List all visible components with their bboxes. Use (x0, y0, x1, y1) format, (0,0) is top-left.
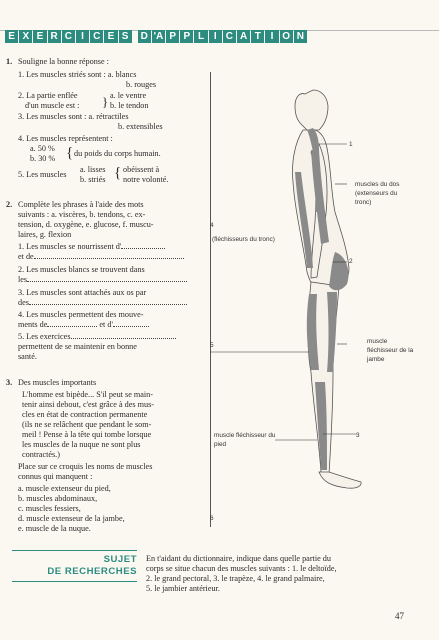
sujet-text: 2. le grand pectoral, 3. le trapèze, 4. le grand palmaire, (146, 574, 325, 583)
ex2-line4: laires, g. flexion (18, 230, 72, 239)
label-leg-flexor: jambe (367, 356, 385, 363)
ex1-item1-b: b. rouges (126, 80, 157, 89)
ex3-para: les muscles de la nuque ne sont plus (22, 440, 141, 449)
ex2-s4-line3: et d' (99, 320, 113, 329)
header-letter: C (90, 30, 103, 43)
ex2-number: 2. (6, 200, 13, 209)
header-letter: I (76, 30, 89, 43)
header-letter: X (19, 30, 32, 43)
figure-number-2: 2 (349, 258, 353, 265)
header-letter: E (104, 30, 117, 43)
ex2-s3-line2: des (18, 298, 29, 307)
ex1-item3-b: b. extensibles (118, 122, 163, 131)
ex2-s2-line2: les (18, 275, 28, 284)
ex3-para: meil ! Pense à la tête qui tombe lorsque (22, 430, 152, 439)
muscle-figure (207, 72, 407, 527)
header-letter: I (265, 30, 278, 43)
header-letter: E (33, 30, 46, 43)
header-letter: I (209, 30, 222, 43)
ex1-item5: 5. Les muscles (18, 170, 67, 179)
sujet-title-line2: DE RECHERCHES (47, 566, 137, 577)
section-header (5, 30, 308, 43)
ex1-item4: 4. Les muscles représentent : (18, 134, 113, 143)
ex3-number: 3. (6, 378, 13, 387)
header-letter: A (237, 30, 250, 43)
ex2-s4-line2: ments de (18, 320, 48, 329)
label-back-muscles: tronc) (355, 199, 372, 206)
label-foot-flexor: pied (214, 441, 227, 448)
header-letter: E (5, 30, 18, 43)
ex2-s3-line1: 3. Les muscles sont attachés aux os par (18, 288, 147, 297)
ex2-s5-line2: permettent de se maintenir en bonne (18, 342, 137, 351)
figure-number-1: 1 (349, 141, 353, 148)
ex2-s5-line3: santé. (18, 352, 37, 361)
header-letter: L (194, 30, 207, 43)
ex1-item2-line1: 2. La partie enflée (18, 91, 78, 100)
figure-number-6: 6 (210, 515, 214, 522)
ex1-item2-a: a. le ventre (110, 91, 147, 100)
ex3-option-e: e. muscle de la nuque. (18, 524, 91, 533)
ex3-option-b: b. muscles abdominaux, (18, 494, 98, 503)
figure-number-3: 3 (356, 432, 360, 439)
sujet-rule-bottom (12, 581, 137, 582)
label-leg-flexor: fléchisseur de la (367, 347, 414, 354)
label-foot-flexor: muscle fléchisseur du (214, 432, 276, 439)
ex2-line3: tension, d. oxygène, e. glucose, f. muscu- (18, 220, 154, 229)
header-letter: P (166, 30, 179, 43)
ex2-s2-line1: 2. Les muscles blancs se trouvent dans (18, 265, 145, 274)
ex1-item4-tail: du poids du corps humain. (74, 149, 161, 158)
header-letter: N (294, 30, 307, 43)
label-back-muscles: (extenseurs du (355, 190, 398, 197)
label-trunk-flexors: (fléchisseurs du tronc) (212, 236, 275, 243)
ex1-item3: 3. Les muscles sont : a. rétractiles (18, 112, 129, 121)
ex3-question: connus qui manquent : (18, 472, 93, 481)
figure-number-5: 5 (210, 342, 214, 349)
ex3-title: Des muscles importants (18, 378, 97, 387)
ex1-number: 1. (6, 57, 13, 66)
sujet-rule-top (12, 550, 137, 551)
ex2-s1-line2: et de (18, 252, 34, 261)
ex1-item2-b: b. le tendon (110, 101, 149, 110)
header-letter: 'A (153, 31, 164, 42)
header-letter: S (119, 30, 132, 43)
ex3-para: cles en état de contraction permanente (22, 410, 148, 419)
ex1-item1: 1. Les muscles striés sont : a. blancs (18, 70, 137, 79)
sujet-text: corps se situe chacun des muscles suivants : 1. le deltoïde, (146, 564, 337, 573)
ex2-s4-line1: 4. Les muscles permettent des mouve- (18, 310, 144, 319)
header-letter: C (223, 30, 236, 43)
header-letter: D (138, 30, 151, 43)
ex1-title: Souligne la bonne réponse : (18, 57, 109, 66)
ex1-item4-a: a. 50 % (30, 144, 55, 153)
ex3-para: contractés.) (22, 450, 60, 459)
ex3-para: tenir ainsi debout, c'est grâce à des mus- (22, 400, 154, 409)
ex1-item5-c: obéissent à (123, 165, 160, 174)
header-letter: R (48, 30, 61, 43)
sujet-text: 5. le jambier antérieur. (146, 584, 220, 593)
ex3-para: (ils ne se relâchent que pendant le som- (22, 420, 152, 429)
ex1-item5-d: notre volonté. (123, 175, 169, 184)
sujet-text: En t'aidant du dictionnaire, indique dans quelle partie du (146, 554, 331, 563)
ex2-line1: Complète les phrases à l'aide des mots (18, 200, 144, 209)
page-number: 47 (395, 611, 404, 621)
ex2-s5-line1: 5. Les exercices (18, 332, 71, 341)
ex2-s1-line1: 1. Les muscles se nourrissent d' (18, 242, 122, 251)
sujet-title (5, 554, 137, 578)
header-letter: T (251, 30, 264, 43)
ex1-item5-b: b. striés (80, 175, 106, 184)
figure-number-4: 4 (210, 222, 214, 229)
ex3-option-c: c. muscles fessiers, (18, 504, 81, 513)
label-leg-flexor: muscle (367, 338, 388, 345)
header-letter: O (280, 30, 293, 43)
ex1-item2-line2: d'un muscle est : (25, 101, 80, 110)
ex3-option-a: a. muscle extenseur du pied, (18, 484, 111, 493)
header-letter: P (180, 30, 193, 43)
header-letter: C (62, 30, 75, 43)
ex1-item4-b: b. 30 % (30, 154, 56, 163)
ex1-item5-a: a. lisses (80, 165, 106, 174)
ex3-question: Place sur ce croquis les noms de muscles (18, 462, 153, 471)
label-back-muscles: muscles du dos (355, 181, 400, 188)
ex3-para: L'homme est bipède... S'il peut se main- (22, 390, 153, 399)
sujet-title-line1: SUJET (103, 554, 137, 565)
ex3-option-d: d. muscle extenseur de la jambe, (18, 514, 125, 523)
ex2-line2: suivants : a. viscères, b. tendons, c. ex- (18, 210, 146, 219)
